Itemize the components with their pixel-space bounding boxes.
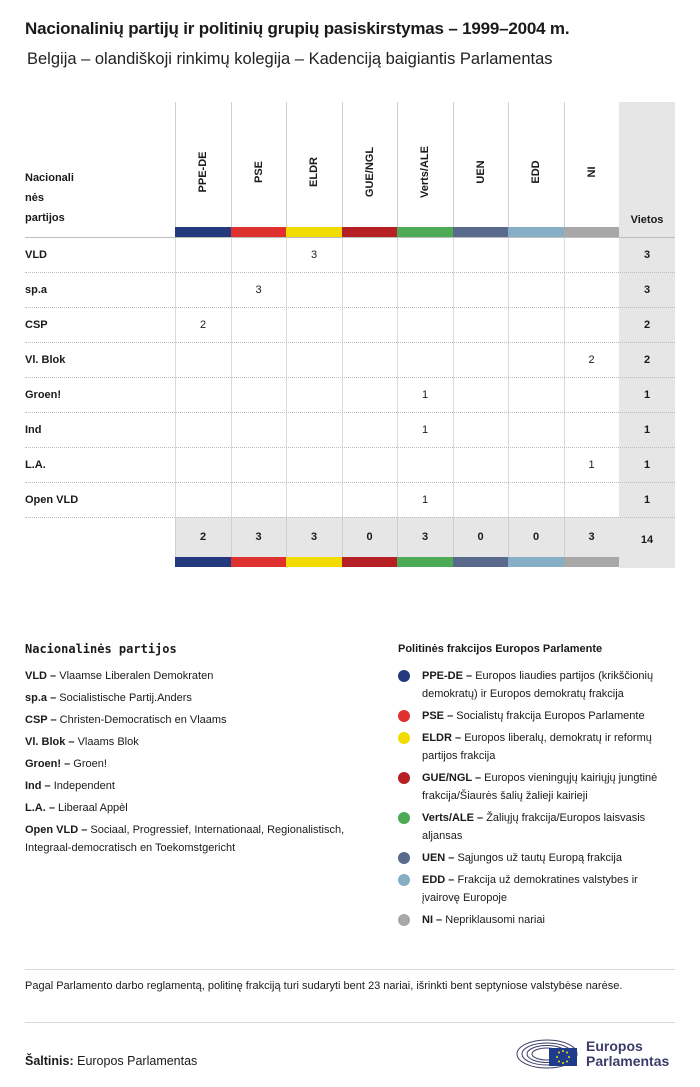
group-legend-abbr: PPE-DE – (422, 670, 473, 682)
party-legend-name: Christen-Democratisch en Vlaams (59, 714, 227, 726)
seat-cell (342, 273, 397, 308)
seat-cell (397, 343, 452, 378)
seat-cell (286, 273, 341, 308)
group-color-swatch (397, 557, 453, 567)
footnote: Pagal Parlamento darbo reglamentą, politinę frakciją turi sudaryti bent 23 nariai, išrinkti bent septyniose valstybėse narėse. (25, 980, 623, 992)
group-total: 0 (342, 517, 397, 557)
seat-cell (564, 378, 619, 413)
seat-cell (342, 238, 397, 273)
party-seat-total: 3 (643, 249, 651, 261)
group-code: EDD (530, 160, 542, 184)
group-legend-name: Frakcija už demokratines valstybes ir įvairovę Europoje (422, 874, 638, 904)
seat-cell (231, 413, 286, 448)
group-color-dot-icon (398, 710, 410, 722)
group-color-swatch (397, 227, 453, 237)
group-legend-item (398, 871, 678, 907)
seat-cell (175, 413, 230, 448)
group-legend-abbr: PSE – (422, 710, 454, 722)
seat-cell (564, 413, 619, 448)
group-color-swatch (342, 227, 398, 237)
group-color-swatch (231, 557, 287, 567)
source-label: Šaltinis: (25, 1054, 74, 1068)
party-legend-item (25, 755, 375, 773)
parliament-logo-text: Europos Parlamentas (586, 1038, 670, 1069)
party-legend-name: Independent (53, 780, 115, 792)
party-legend-abbr: sp.a – (25, 692, 57, 704)
group-column-header (397, 102, 452, 230)
party-legend-item (25, 777, 375, 795)
seat-cell (397, 308, 452, 343)
seat-cell (342, 343, 397, 378)
party-name: VLD (25, 249, 47, 261)
party-legend-name: Socialistische Partij.Anders (59, 692, 192, 704)
group-color-swatch (286, 227, 342, 237)
seat-cell (564, 483, 619, 518)
seat-cell: 1 (564, 448, 619, 483)
seat-cell (175, 238, 230, 273)
group-column-header (564, 102, 619, 230)
group-legend-item (398, 911, 678, 929)
table-row (25, 482, 675, 517)
seat-cell (564, 238, 619, 273)
seat-cell (508, 308, 563, 343)
seat-cell (286, 483, 341, 518)
seat-cell (453, 413, 508, 448)
seat-cell (175, 378, 230, 413)
seat-cell (175, 483, 230, 518)
party-legend-abbr: CSP – (25, 714, 57, 726)
party-seat-total: 2 (643, 354, 651, 366)
group-legend-name: Europos liberalų, demokratų ir reformų partijos frakcija (422, 732, 652, 762)
group-color-swatch (342, 557, 398, 567)
group-color-dot-icon (398, 670, 410, 682)
group-color-swatch (453, 557, 509, 567)
seat-cell (453, 483, 508, 518)
party-legend-abbr: Open VLD – (25, 824, 88, 836)
seat-cell (397, 273, 452, 308)
group-column-header (286, 102, 341, 230)
group-color-swatch (508, 557, 564, 567)
group-color-swatch (175, 557, 231, 567)
party-legend-item (25, 689, 375, 707)
group-code: GUE/NGL (363, 146, 376, 198)
party-legend-abbr: Ind – (25, 780, 51, 792)
group-color-swatch (175, 227, 231, 237)
party-legend-name: Vlaamse Liberalen Demokraten (59, 670, 214, 682)
group-color-swatch (453, 227, 509, 237)
group-total: 3 (397, 517, 452, 557)
group-code: UEN (474, 160, 487, 184)
seat-cell (453, 273, 508, 308)
seat-cell: 3 (286, 238, 341, 273)
group-column-header (453, 102, 508, 230)
group-column-header (508, 102, 563, 230)
seat-cell (231, 308, 286, 343)
group-legend-name: Žaliųjų frakcija/Europos laisvasis aljansas (422, 812, 646, 842)
group-legend-abbr: EDD – (422, 874, 455, 886)
table-row (25, 447, 675, 482)
group-legend-abbr: GUE/NGL – (422, 772, 482, 784)
seat-cell (508, 343, 563, 378)
group-column-header (342, 102, 397, 230)
group-color-dot-icon (398, 874, 410, 886)
seat-cell (175, 343, 230, 378)
divider (25, 969, 675, 970)
seat-cell (508, 238, 563, 273)
party-seat-total: 1 (643, 424, 651, 436)
group-code: ELDR (308, 157, 320, 187)
group-color-swatch (508, 227, 564, 237)
table-bottom-rule (25, 517, 675, 518)
table-row (25, 412, 675, 447)
party-column-header: Nacionali nės partijos (25, 172, 74, 224)
party-legend-abbr: Vl. Blok – (25, 736, 75, 748)
group-color-swatch (564, 557, 620, 567)
seat-cell (286, 308, 341, 343)
seat-cell (564, 308, 619, 343)
seat-cell (342, 483, 397, 518)
party-legend-item (25, 799, 375, 817)
seat-cell: 1 (397, 413, 452, 448)
group-total: 0 (508, 517, 563, 557)
group-legend-item (398, 809, 678, 845)
seats-column-header: Vietos (630, 214, 664, 226)
seat-cell (231, 448, 286, 483)
group-total: 3 (231, 517, 286, 557)
parties-legend (25, 667, 375, 861)
party-legend-abbr: L.A. – (25, 802, 55, 814)
group-code: PSE (252, 161, 265, 184)
group-legend-abbr: Verts/ALE – (422, 812, 484, 824)
source-value: Europos Parlamentas (77, 1054, 198, 1068)
party-seat-total: 1 (643, 494, 651, 506)
page-title: Nacionalinių partijų ir politinių grupių pasiskirstymas – 1999–2004 m. (25, 19, 570, 38)
group-column-header (231, 102, 286, 230)
group-legend-item (398, 667, 678, 703)
seat-cell (231, 343, 286, 378)
group-total: 2 (175, 517, 230, 557)
seat-cell: 1 (397, 483, 452, 518)
seat-cell: 2 (564, 343, 619, 378)
parties-legend-title: Nacionalinės partijos (25, 642, 177, 656)
table-row (25, 237, 675, 272)
group-legend-item (398, 729, 678, 765)
table-row (25, 342, 675, 377)
groups-legend-title: Politinės frakcijos Europos Parlamente (398, 643, 603, 655)
seat-cell (508, 378, 563, 413)
group-color-swatch (286, 557, 342, 567)
seat-cell (286, 448, 341, 483)
seat-cell (508, 273, 563, 308)
seat-cell (342, 413, 397, 448)
party-name: L.A. (25, 459, 46, 471)
party-name: Open VLD (25, 494, 79, 506)
seat-cell: 3 (231, 273, 286, 308)
party-name: Groen! (25, 389, 62, 401)
seat-cell (453, 378, 508, 413)
seat-cell (231, 483, 286, 518)
seat-cell (286, 343, 341, 378)
seat-cell: 1 (397, 378, 452, 413)
party-seat-total: 3 (643, 284, 651, 296)
group-total: 3 (286, 517, 341, 557)
group-color-dot-icon (398, 812, 410, 824)
group-legend-name: Nepriklausomi nariai (445, 914, 545, 926)
seat-cell: 2 (175, 308, 230, 343)
party-legend-abbr: Groen! – (25, 758, 71, 770)
seat-cell (286, 378, 341, 413)
party-name: sp.a (25, 284, 48, 296)
party-seat-total: 1 (643, 389, 651, 401)
seat-cell (286, 413, 341, 448)
group-column-header (175, 102, 230, 230)
group-legend-item (398, 769, 678, 805)
table-row (25, 272, 675, 307)
seat-cell (508, 483, 563, 518)
group-legend-item (398, 849, 678, 867)
group-color-swatch (231, 227, 287, 237)
page-subtitle: Belgija – olandiškoji rinkimų kolegija – Kadenciją baigiantis Parlamentas (27, 50, 553, 68)
group-color-swatch (564, 227, 620, 237)
grand-total: 14 (640, 534, 654, 546)
party-seat-total: 1 (643, 459, 651, 471)
seat-cell (453, 308, 508, 343)
seat-cell (453, 343, 508, 378)
party-legend-name: Groen! (73, 758, 107, 770)
party-legend-item (25, 733, 375, 751)
table-row (25, 307, 675, 342)
group-legend-name: Europos vieningųjų kairiųjų jungtinė frakcija/Šiaurės šalių žalieji kairieji (422, 772, 658, 802)
group-legend-abbr: UEN – (422, 852, 455, 864)
table-row (25, 377, 675, 412)
seat-cell (453, 448, 508, 483)
group-legend-name: Sąjungos už tautų Europą frakcija (457, 852, 622, 864)
seat-cell (453, 238, 508, 273)
group-color-dot-icon (398, 772, 410, 784)
seat-cell (564, 273, 619, 308)
seat-cell (342, 308, 397, 343)
party-legend-item (25, 711, 375, 729)
seat-cell (231, 238, 286, 273)
party-name: Vl. Blok (25, 354, 66, 366)
group-legend-abbr: ELDR – (422, 732, 462, 744)
party-name: CSP (25, 319, 48, 331)
source-line (25, 1054, 197, 1068)
party-legend-name: Sociaal, Progressief, Internationaal, Regionalistisch, Integraal-democratisch en Toekomstgericht (25, 824, 345, 854)
group-color-dot-icon (398, 852, 410, 864)
group-legend-name: Europos liaudies partijos (krikščionių demokratų) ir Europos demokratų frakcija (422, 670, 654, 700)
group-color-dot-icon (398, 732, 410, 744)
seat-cell (508, 448, 563, 483)
seat-cell (175, 448, 230, 483)
party-legend-item (25, 821, 375, 857)
divider (25, 1022, 675, 1023)
seat-cell (342, 448, 397, 483)
seat-cell (397, 448, 452, 483)
group-legend-abbr: NI – (422, 914, 443, 926)
party-name: Ind (25, 424, 42, 436)
party-legend-item (25, 667, 375, 685)
group-total: 0 (453, 517, 508, 557)
party-seat-total: 2 (643, 319, 651, 331)
group-code: PPE-DE (197, 151, 209, 193)
group-legend-name: Socialistų frakcija Europos Parlamente (456, 710, 645, 722)
group-code: NI (585, 166, 598, 178)
group-total: 3 (564, 517, 619, 557)
party-legend-name: Liberaal Appèl (58, 802, 128, 814)
party-legend-name: Vlaams Blok (77, 736, 139, 748)
seat-cell (397, 238, 452, 273)
group-legend-item (398, 707, 678, 725)
group-code: Verts/ALE (419, 146, 431, 198)
party-legend-abbr: VLD – (25, 670, 57, 682)
seat-cell (508, 413, 563, 448)
groups-legend (398, 667, 678, 933)
group-color-dot-icon (398, 914, 410, 926)
seat-cell (342, 378, 397, 413)
seat-cell (231, 378, 286, 413)
seat-cell (175, 273, 230, 308)
